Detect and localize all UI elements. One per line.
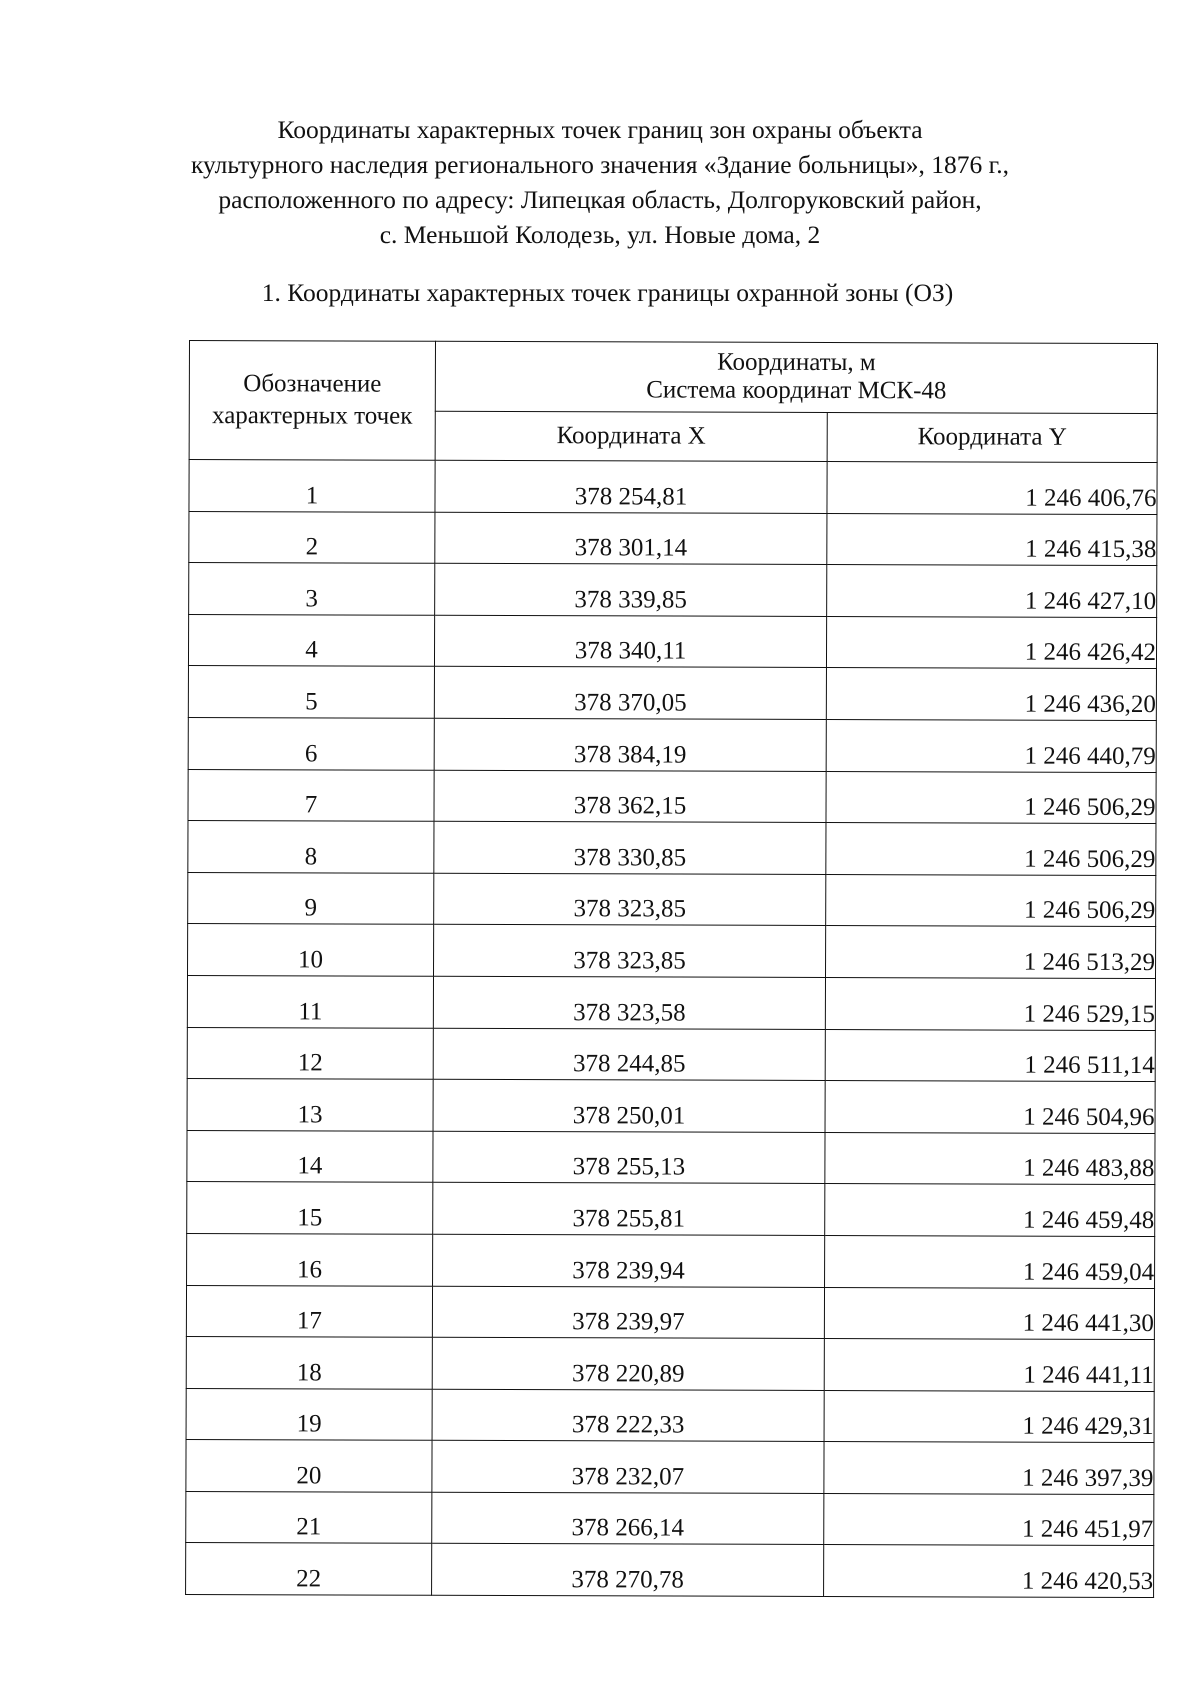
coordinate-y-cell: 1 246 483,88 — [825, 1132, 1155, 1185]
table-row — [186, 1491, 1154, 1546]
header-y: Координата Y — [827, 412, 1157, 462]
coordinate-y-cell: 1 246 427,10 — [827, 565, 1157, 618]
coordinate-y-cell: 1 246 415,38 — [827, 513, 1157, 566]
coordinate-x-cell: 378 250,01 — [433, 1079, 825, 1132]
point-number-cell: 15 — [187, 1182, 433, 1234]
point-number-cell: 12 — [187, 1027, 433, 1079]
coordinate-x-cell: 378 222,33 — [432, 1389, 824, 1442]
coordinate-x-cell: 378 370,05 — [434, 667, 826, 720]
coordinate-x-cell: 378 244,85 — [433, 1028, 825, 1081]
coordinate-x-cell: 378 362,15 — [434, 770, 826, 823]
header-designation-label: Обозначение характерных точек — [212, 370, 413, 430]
coordinate-y-cell: 1 246 506,29 — [826, 874, 1156, 927]
point-number-cell: 5 — [188, 666, 434, 718]
table-row — [188, 769, 1156, 824]
table-row — [187, 1182, 1155, 1237]
title-line: Координаты характерных точек границ зон охраны объекта — [277, 115, 923, 144]
coordinate-y-cell: 1 246 397,39 — [824, 1442, 1154, 1495]
table-row — [189, 511, 1157, 566]
document-title — [150, 112, 1050, 252]
header-coordinate-system: Система координат МСК-48 — [646, 376, 947, 405]
title-line: расположенного по адресу: Липецкая область, Долгоруковский район, — [218, 185, 982, 214]
table-row — [187, 1027, 1155, 1082]
coordinate-x-cell: 378 339,85 — [435, 563, 827, 616]
table-row — [187, 975, 1155, 1030]
table-row — [189, 563, 1157, 618]
table-row — [188, 717, 1156, 772]
point-number-cell: 10 — [188, 924, 434, 976]
table-row — [186, 1337, 1154, 1392]
coordinate-y-cell: 1 246 426,42 — [826, 616, 1156, 669]
coordinate-x-cell: 378 270,78 — [432, 1544, 824, 1597]
point-number-cell: 2 — [189, 511, 435, 563]
table-row — [187, 1130, 1155, 1185]
point-number-cell: 7 — [188, 769, 434, 821]
point-number-cell: 20 — [186, 1440, 432, 1492]
header-x: Координата X — [435, 411, 827, 462]
coordinate-y-cell: 1 246 511,14 — [825, 1029, 1155, 1082]
table-row — [186, 1388, 1154, 1443]
table-row — [187, 1233, 1155, 1288]
coordinate-y-cell: 1 246 506,29 — [826, 771, 1156, 824]
coordinate-x-cell: 378 255,81 — [433, 1183, 825, 1236]
table-row — [188, 872, 1156, 927]
coordinate-y-cell: 1 246 441,11 — [824, 1339, 1154, 1392]
point-number-cell: 3 — [189, 563, 435, 615]
point-number-cell: 8 — [188, 821, 434, 873]
coordinate-x-cell: 378 340,11 — [434, 615, 826, 668]
coordinate-y-cell: 1 246 436,20 — [826, 668, 1156, 721]
coordinate-x-cell: 378 384,19 — [434, 718, 826, 771]
point-number-cell: 11 — [187, 975, 433, 1027]
title-line: с. Меньшой Колодезь, ул. Новые дома, 2 — [379, 220, 821, 249]
coordinate-x-cell: 378 255,13 — [433, 1131, 825, 1184]
point-number-cell: 13 — [187, 1079, 433, 1131]
table-row — [186, 1285, 1154, 1340]
coordinate-y-cell: 1 246 459,04 — [825, 1235, 1155, 1288]
point-number-cell: 22 — [186, 1543, 432, 1595]
coordinate-x-cell: 378 323,85 — [434, 925, 826, 978]
coordinate-y-cell: 1 246 440,79 — [826, 719, 1156, 772]
table-row — [188, 666, 1156, 721]
point-number-cell: 16 — [187, 1233, 433, 1285]
coordinate-x-cell: 378 232,07 — [432, 1441, 824, 1494]
table-row — [188, 924, 1156, 979]
coordinate-y-cell: 1 246 429,31 — [824, 1390, 1154, 1443]
coordinate-x-cell: 378 220,89 — [432, 1337, 824, 1390]
coordinate-x-cell: 378 254,81 — [435, 460, 827, 513]
table-row — [189, 460, 1157, 515]
section-title: 1. Координаты характерных точек границы охранной зоны (ОЗ) — [261, 278, 954, 307]
coordinate-y-cell: 1 246 451,97 — [824, 1493, 1154, 1546]
coordinate-y-cell: 1 246 513,29 — [826, 926, 1156, 979]
header-coordinates — [435, 341, 1157, 413]
coordinate-y-cell: 1 246 459,48 — [825, 1184, 1155, 1237]
coordinate-x-cell: 378 301,14 — [435, 512, 827, 565]
coordinate-y-cell: 1 246 420,53 — [824, 1545, 1154, 1598]
point-number-cell: 18 — [186, 1337, 432, 1389]
title-line: культурного наследия регионального значения «Здание больницы», 1876 г., — [191, 150, 1009, 179]
header-designation — [189, 341, 435, 461]
point-number-cell: 21 — [186, 1491, 432, 1543]
table-row — [187, 1079, 1155, 1134]
table-body — [186, 460, 1158, 1598]
coordinate-y-cell: 1 246 529,15 — [825, 977, 1155, 1030]
point-number-cell: 19 — [186, 1388, 432, 1440]
point-number-cell: 9 — [188, 872, 434, 924]
point-number-cell: 14 — [187, 1130, 433, 1182]
point-number-cell: 4 — [188, 614, 434, 666]
coordinate-x-cell: 378 330,85 — [434, 821, 826, 874]
table-row — [188, 821, 1156, 876]
header-coordinates-units: Координаты, м — [717, 348, 876, 377]
coordinate-x-cell: 378 323,85 — [434, 873, 826, 926]
point-number-cell: 1 — [189, 460, 435, 512]
point-number-cell: 6 — [188, 717, 434, 769]
coordinate-y-cell: 1 246 504,96 — [825, 1081, 1155, 1134]
coordinate-x-cell: 378 266,14 — [432, 1492, 824, 1545]
coordinate-x-cell: 378 239,94 — [433, 1234, 825, 1287]
coordinate-y-cell: 1 246 506,29 — [826, 823, 1156, 876]
point-number-cell: 17 — [186, 1285, 432, 1337]
coordinate-y-cell: 1 246 441,30 — [824, 1287, 1154, 1340]
coordinates-table — [185, 340, 1158, 1598]
coordinate-x-cell: 378 239,97 — [432, 1286, 824, 1339]
coordinate-y-cell: 1 246 406,76 — [827, 462, 1157, 515]
table-row — [186, 1543, 1154, 1598]
table-row — [188, 614, 1156, 669]
coordinate-x-cell: 378 323,58 — [433, 976, 825, 1029]
table-row — [186, 1440, 1154, 1495]
